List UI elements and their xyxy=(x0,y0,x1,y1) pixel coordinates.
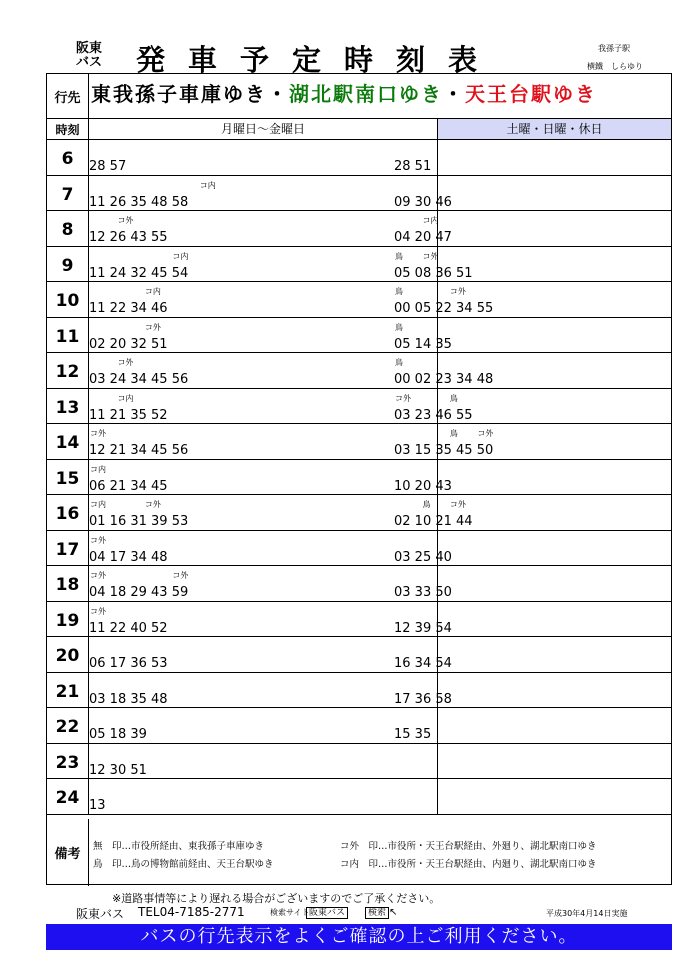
search-button xyxy=(365,905,397,918)
hour-label: 24 xyxy=(55,788,80,808)
weekend-minutes: 00 02 23 34 48 xyxy=(394,372,494,387)
weekend-minutes: 03 15 35 45 50 xyxy=(394,443,494,458)
route-mark: 鳥 xyxy=(395,358,403,367)
note-tori: 鳥 印…鳥の博物館前経由、天王台駅ゆき xyxy=(93,859,274,870)
destination-2: 湖北駅南口ゆき xyxy=(289,82,443,106)
route-mark: コ外 xyxy=(144,322,161,332)
weekday-minutes: 03 18 35 48 xyxy=(89,691,168,707)
search-button-text: 検索 xyxy=(365,907,389,919)
column-divider xyxy=(437,744,438,779)
weekend-minutes: 02 10 21 44 xyxy=(394,514,473,529)
search-box xyxy=(306,905,348,918)
route-mark: 鳥 xyxy=(449,393,458,403)
weekday-minutes: 11 22 40 52 xyxy=(89,620,168,636)
hour-row xyxy=(47,282,671,318)
page-title: 発車予定時刻表 xyxy=(136,43,501,77)
hour-row xyxy=(47,744,671,780)
destination-3: 天王台駅ゆき xyxy=(465,82,597,106)
footer-company: 阪東バス xyxy=(76,907,125,921)
weekday-minutes: 04 18 29 43 59 xyxy=(89,585,189,600)
weekend-minutes: 15 35 xyxy=(394,727,432,742)
hour-label: 17 xyxy=(55,539,80,560)
route-mark: コ外 xyxy=(90,571,106,580)
route-mark: 鳥 xyxy=(449,429,458,438)
weekend-minutes: 03 33 50 xyxy=(394,585,452,600)
destination-label: 行先 xyxy=(54,91,81,106)
route-mark: コ内 xyxy=(422,216,439,225)
weekend-minutes: 09 30 46 xyxy=(394,194,452,210)
stop-name: 我孫子駅 xyxy=(598,44,630,53)
route-mark: 鳥 xyxy=(395,251,403,261)
weekday-minutes: 01 16 31 39 53 xyxy=(89,514,189,529)
search-site-label: 検索サイト xyxy=(270,908,310,917)
note-plain: 無 印…市役所経由、東我孫子車庫ゆき xyxy=(93,841,265,852)
search-box-text: 阪東バス xyxy=(306,907,348,919)
hour-row xyxy=(47,531,671,567)
hour-label: 9 xyxy=(61,255,74,276)
weekday-header: 月曜日〜金曜日 xyxy=(220,122,305,136)
weekend-header: 土曜・日曜・休日 xyxy=(438,119,671,139)
hour-label: 14 xyxy=(55,433,80,453)
weekend-minutes: 05 14 35 xyxy=(394,336,452,352)
hour-label: 18 xyxy=(55,575,80,595)
weekday-minutes: 11 22 34 46 xyxy=(89,301,168,316)
note-kosoto: コ外 印…市役所・天王台駅経由、外廻り、湖北駅南口ゆき xyxy=(340,841,597,852)
hour-label: 21 xyxy=(55,681,80,702)
hour-label: 8 xyxy=(61,220,74,240)
hour-label: 11 xyxy=(55,326,80,347)
weekday-minutes: 11 21 35 52 xyxy=(89,407,168,423)
route-mark: 鳥 xyxy=(395,287,403,296)
hour-row xyxy=(47,602,671,638)
weekday-minutes: 28 57 xyxy=(89,159,127,174)
weekday-minutes: 11 24 32 45 54 xyxy=(89,265,189,281)
destination-list xyxy=(91,78,597,107)
hour-row xyxy=(47,353,671,389)
weekend-minutes: 00 05 22 34 55 xyxy=(394,301,494,316)
weekday-minutes: 04 17 34 48 xyxy=(89,549,168,565)
hour-label: 12 xyxy=(55,362,80,382)
destination-row xyxy=(47,74,671,119)
hour-header: 時刻 xyxy=(55,123,80,137)
route-mark: コ外 xyxy=(117,216,134,225)
weekday-minutes: 05 18 39 xyxy=(89,727,147,742)
hour-row xyxy=(47,495,671,531)
route-mark: 鳥 xyxy=(422,500,431,509)
route-mark: コ内 xyxy=(172,251,189,261)
route-mark: コ内 xyxy=(90,464,106,474)
delay-notice: ※道路事情等により遅れる場合がございますのでご了承ください。 xyxy=(112,892,441,905)
separator: ・ xyxy=(267,82,289,106)
notes-row xyxy=(47,819,671,886)
effective-date: 平成30年4月14日実施 xyxy=(546,909,628,918)
hour-row xyxy=(47,566,671,602)
timetable-frame xyxy=(46,73,672,885)
hour-label: 13 xyxy=(55,397,80,418)
route-mark: コ外 xyxy=(90,535,106,545)
company-name xyxy=(76,42,102,70)
hour-row xyxy=(47,211,671,247)
hour-row xyxy=(47,140,671,176)
weekday-minutes: 03 24 34 45 56 xyxy=(89,372,189,387)
route-mark: コ内 xyxy=(90,500,106,509)
route-mark: 鳥 xyxy=(395,322,403,332)
weekday-minutes: 12 30 51 xyxy=(89,762,147,778)
hour-row xyxy=(47,637,671,673)
route-mark: コ外 xyxy=(90,606,106,616)
weekend-minutes: 16 34 54 xyxy=(394,656,452,671)
weekday-minutes: 02 20 32 51 xyxy=(89,336,168,352)
route-mark: コ外 xyxy=(395,393,411,403)
column-divider xyxy=(437,779,438,814)
weekday-minutes: 12 26 43 55 xyxy=(89,230,168,245)
column-divider xyxy=(437,708,438,743)
hour-row xyxy=(47,779,671,815)
separator: ・ xyxy=(443,82,465,106)
weekend-minutes: 10 20 43 xyxy=(394,478,452,494)
route-mark: コ内 xyxy=(144,287,161,296)
route-mark: コ外 xyxy=(449,500,466,509)
footer-tel: TEL04-7185-2771 xyxy=(138,905,245,919)
weekend-minutes: 03 25 40 xyxy=(394,549,452,565)
hour-row xyxy=(47,318,671,354)
stop-subname: 横鐵 しらゆり xyxy=(587,62,643,71)
note-kouchi: コ内 印…市役所・天王台駅経由、内廻り、湖北駅南口ゆき xyxy=(340,859,597,870)
hour-row xyxy=(47,708,671,744)
hour-row xyxy=(47,460,671,496)
route-mark: コ外 xyxy=(422,251,439,261)
weekend-minutes: 12 39 54 xyxy=(394,620,452,636)
weekday-minutes: 11 26 35 48 58 xyxy=(89,194,189,210)
weekday-minutes: 12 21 34 45 56 xyxy=(89,443,189,458)
hour-label: 15 xyxy=(55,468,80,489)
company-line1: 阪東 xyxy=(76,41,103,56)
route-mark: コ外 xyxy=(90,429,106,438)
weekend-minutes: 28 51 xyxy=(394,159,432,174)
hour-row xyxy=(47,176,671,212)
hour-label: 6 xyxy=(61,149,74,169)
hour-label: 16 xyxy=(55,504,80,524)
route-mark: コ外 xyxy=(449,287,466,296)
hour-row xyxy=(47,247,671,283)
hour-label: 20 xyxy=(55,646,80,666)
hour-label: 7 xyxy=(61,184,74,205)
company-line2: バス xyxy=(76,55,103,70)
weekend-minutes: 05 08 36 51 xyxy=(394,265,473,281)
cursor-arrow-icon: ↖ xyxy=(389,907,398,918)
hour-row xyxy=(47,389,671,425)
weekend-minutes: 17 36 58 xyxy=(394,691,452,707)
hour-label: 19 xyxy=(55,610,80,631)
notes-label: 備考 xyxy=(54,847,81,862)
hour-label: 10 xyxy=(55,291,80,311)
weekend-minutes: 04 20 47 xyxy=(394,230,452,245)
column-divider xyxy=(437,140,438,175)
weekday-minutes: 06 21 34 45 xyxy=(89,478,168,494)
hour-label: 23 xyxy=(55,752,80,773)
column-divider xyxy=(437,119,438,139)
route-mark: コ外 xyxy=(144,500,161,509)
hour-label: 22 xyxy=(55,717,80,737)
hour-row xyxy=(47,424,671,460)
route-mark: コ外 xyxy=(172,571,189,580)
column-header-row xyxy=(47,119,671,140)
route-mark: コ外 xyxy=(477,429,494,438)
route-mark: コ外 xyxy=(117,358,134,367)
destination-1: 東我孫子車庫ゆき xyxy=(91,82,267,106)
weekend-minutes: 03 23 46 55 xyxy=(394,407,473,423)
weekday-minutes: 06 17 36 53 xyxy=(89,656,168,671)
hour-row xyxy=(47,673,671,709)
route-mark: コ内 xyxy=(117,393,134,403)
route-mark: コ内 xyxy=(199,180,216,190)
weekday-minutes: 13 xyxy=(89,798,106,813)
notice-banner: バスの行先表示をよくご確認の上ご利用ください。 xyxy=(46,924,672,950)
